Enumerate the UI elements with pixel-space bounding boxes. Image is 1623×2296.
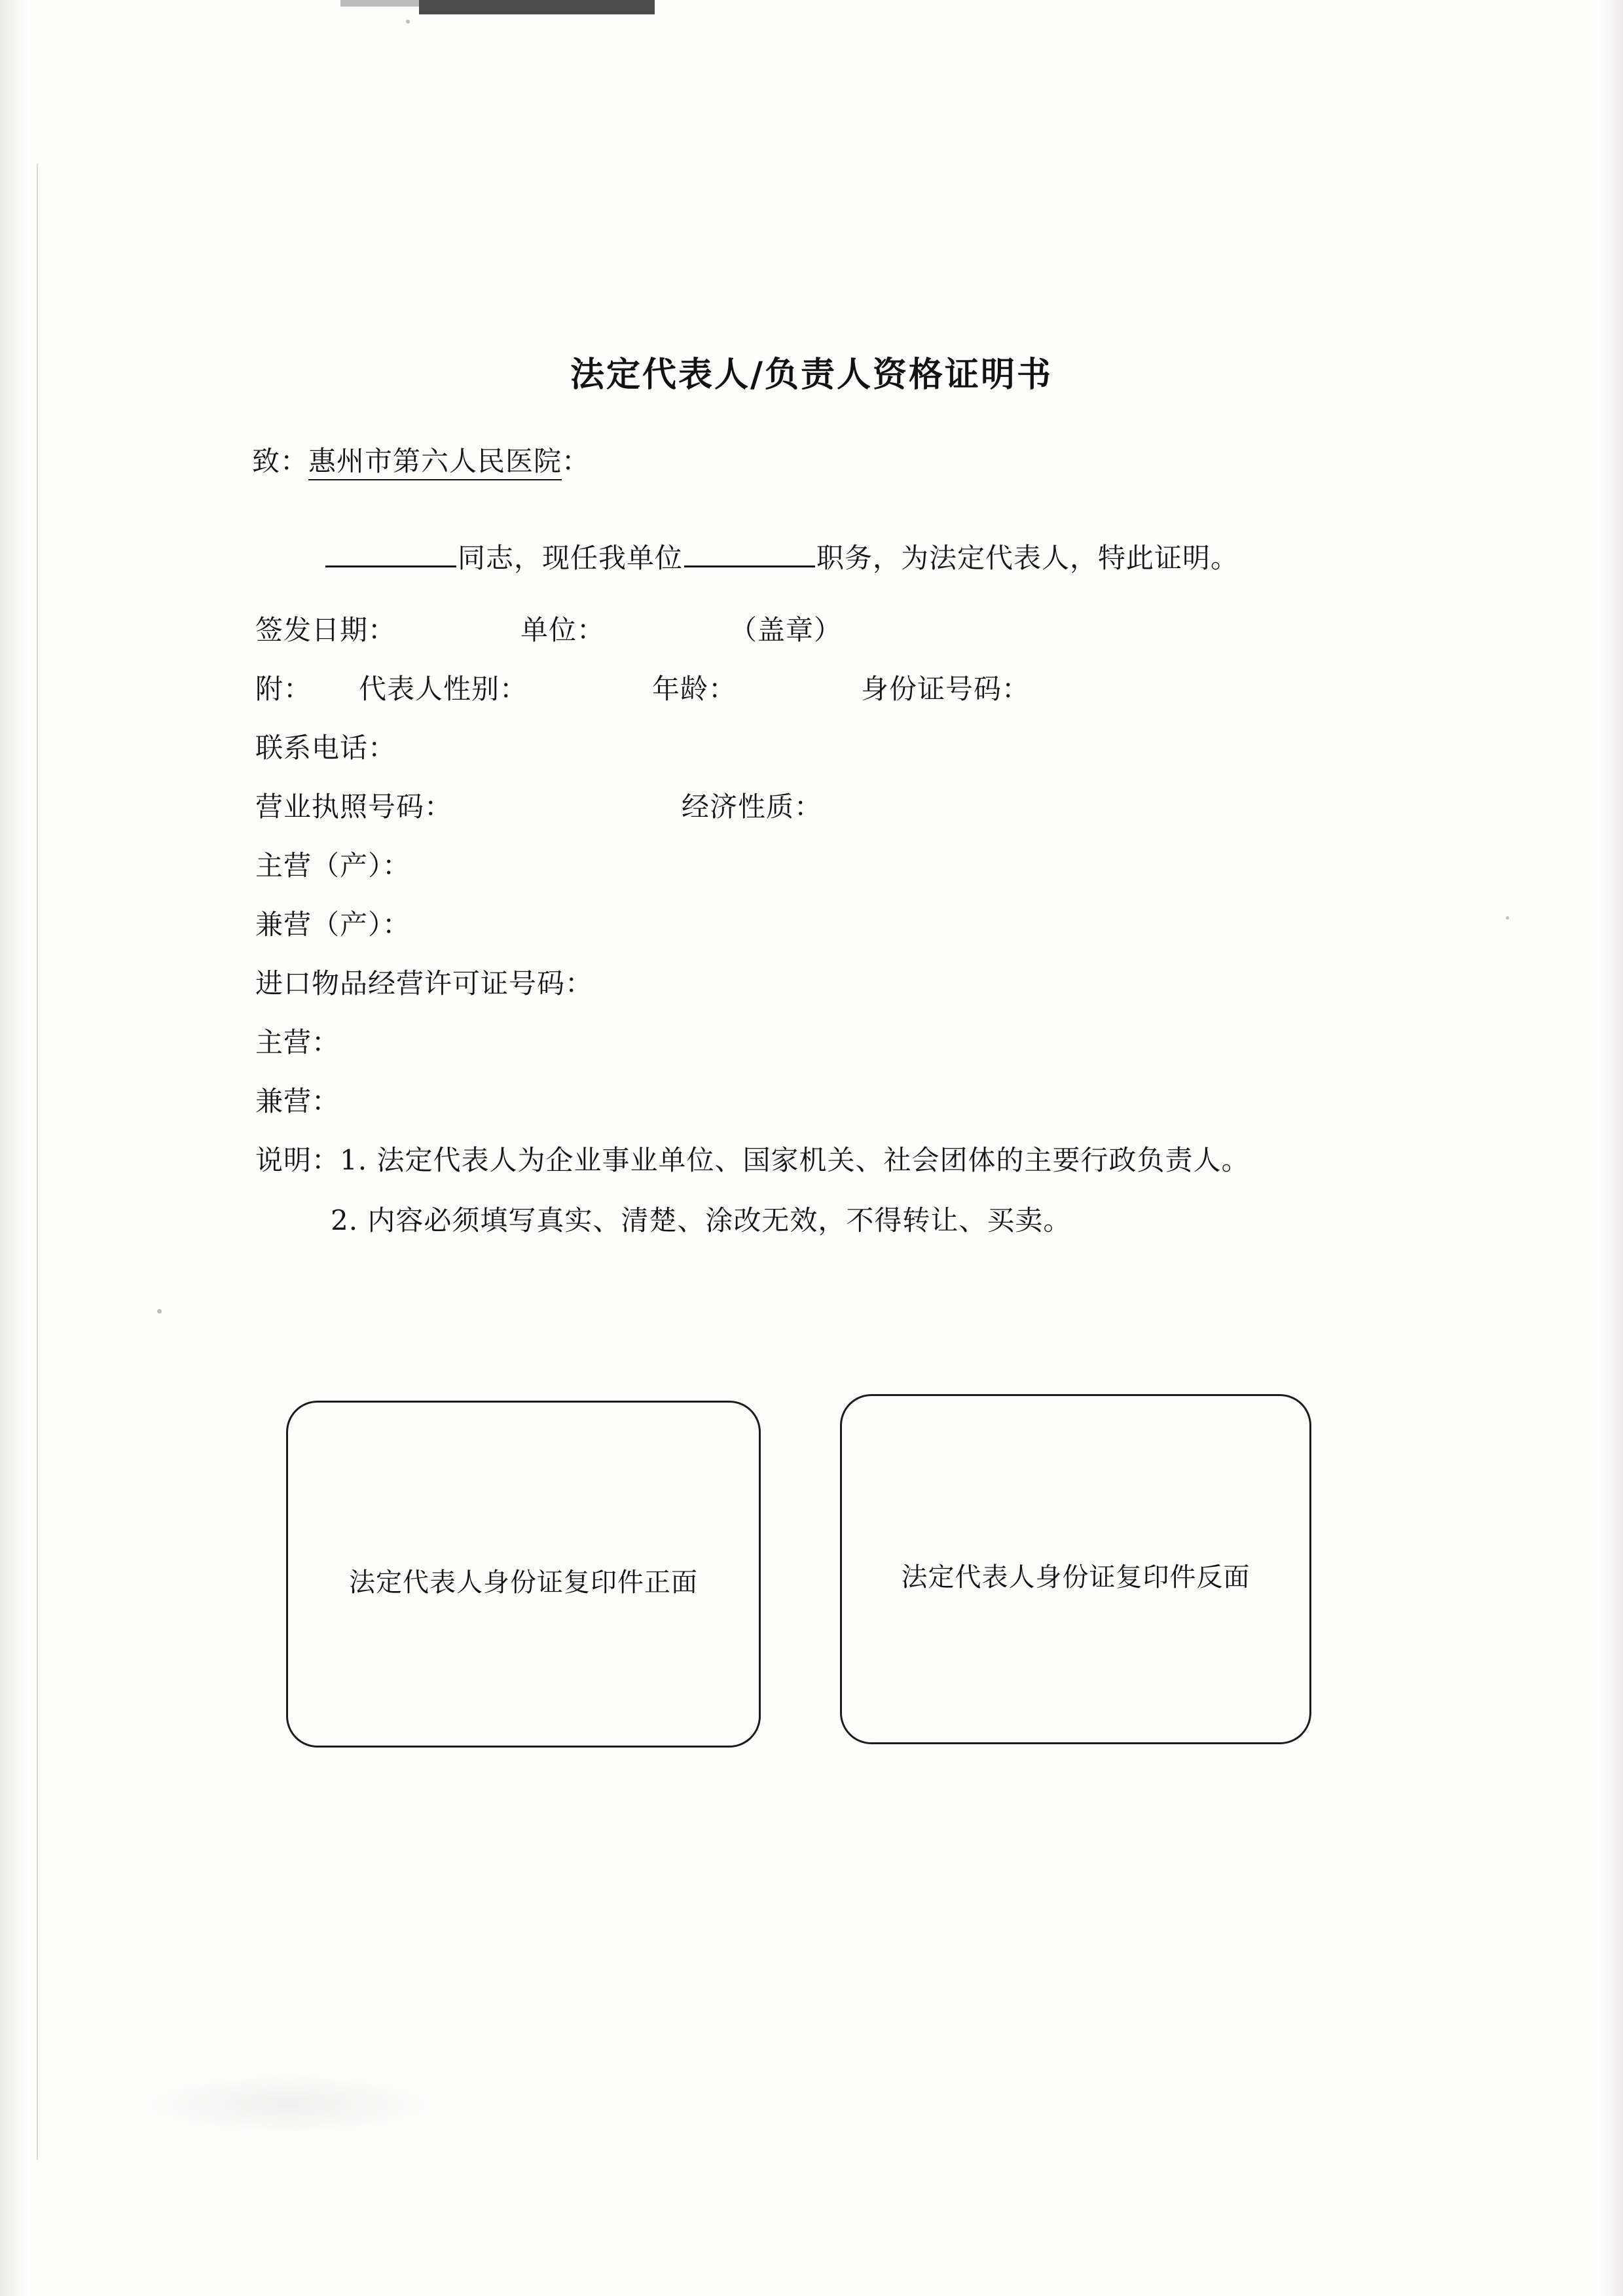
economic-nature-label: 经济性质： [682,791,823,823]
representative-name-blank[interactable] [325,546,456,567]
page-title: 法定代表人/负责人资格证明书 [570,355,1053,395]
main-business-row [255,1021,340,1060]
attachment-row [255,668,1030,707]
main-business-product-row [255,844,410,884]
age-label: 年龄： [652,673,737,705]
import-license-row [255,962,593,1001]
id-number-label: 身份证号码： [861,673,1030,705]
side-business-row [255,1080,340,1119]
business-license-number-label: 营业执照号码： [255,791,453,823]
notes-label: 说明： [255,1144,340,1176]
import-license-number-label: 进口物品经营许可证号码： [255,967,594,999]
id-card-back-label: 法定代表人身份证复印件反面 [901,1562,1250,1592]
statement-line [324,537,1239,576]
notes-row-1 [255,1139,1249,1178]
addressee-suffix: ： [562,445,591,477]
representative-gender-label: 代表人性别： [359,673,528,705]
statement-part-1: 同志，现任我单位 [458,542,684,574]
main-business-label: 主营： [255,1026,340,1058]
addressee-line [252,440,590,479]
id-card-back-box[interactable] [840,1394,1311,1744]
notes-row-2 [331,1199,1071,1238]
notes-item-1: 1. 法定代表人为企业事业单位、国家机关、社会团体的主要行政负责人。 [340,1144,1250,1176]
issue-date-label: 签发日期： [255,614,397,646]
seal-hint-label: （盖章） [729,614,843,646]
addressee-prefix: 致： [252,445,309,477]
main-business-product-label: 主营（产）： [255,850,411,882]
issue-date-row [255,609,842,648]
addressee-name: 惠州市第六人民医院 [308,445,562,480]
contact-phone-label: 联系电话： [255,732,397,764]
side-business-product-row [255,903,410,942]
statement-part-2: 职务，为法定代表人，特此证明。 [816,542,1239,574]
business-license-row [255,785,822,825]
position-blank[interactable] [684,546,815,567]
side-business-product-label: 兼营（产）： [255,908,411,941]
id-card-front-label: 法定代表人身份证复印件正面 [349,1567,698,1598]
unit-label: 单位： [520,614,606,646]
attachment-prefix-label: 附： [255,673,312,705]
contact-phone-row [255,726,396,766]
notes-item-2: 2. 内容必须填写真实、清楚、涂改无效，不得转让、买卖。 [331,1204,1072,1236]
side-business-label: 兼营： [255,1085,340,1117]
id-card-front-box[interactable] [286,1401,761,1748]
